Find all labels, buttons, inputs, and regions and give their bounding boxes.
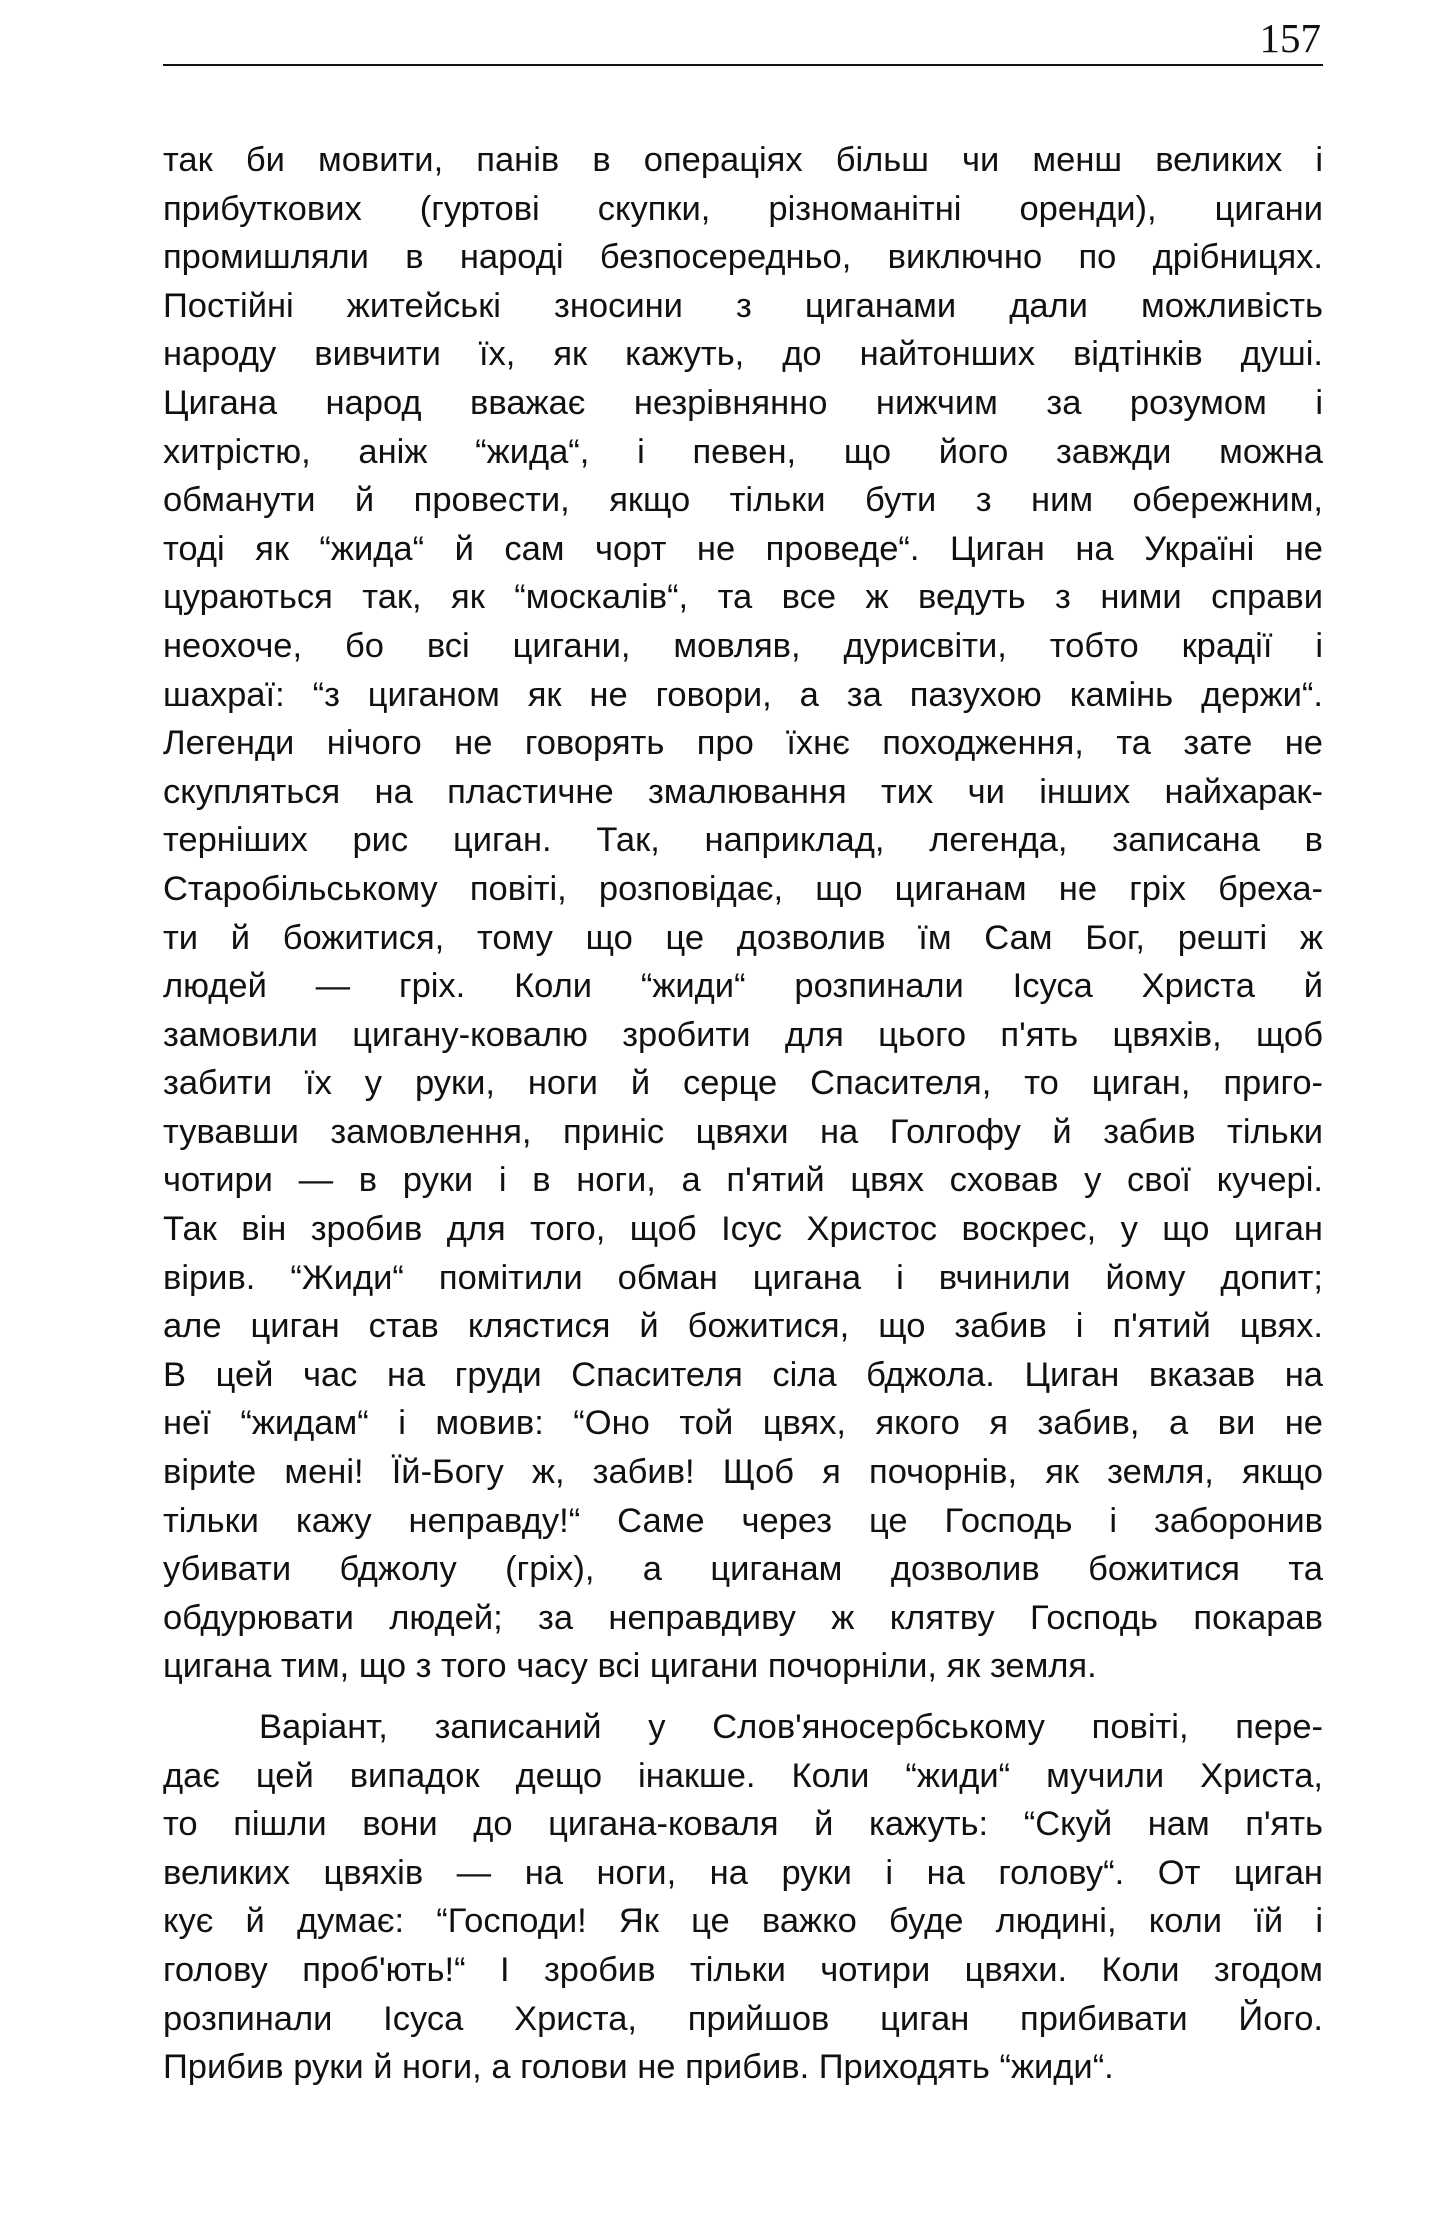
paragraph-gap: [163, 1691, 1323, 1703]
text-line: вірив. “Жиди“ помітили обман цигана і вчинили йому допит;: [163, 1258, 1323, 1297]
text-line: обманути й провести, якщо тільки бути з ним обережним,: [163, 481, 1323, 520]
text-line: народу вивчити їх, як кажуть, до найтонших відтінків душі.: [163, 335, 1323, 374]
text-line: тоді як “жида“ й сам чорт не проведе“. Циган на Україні не: [163, 529, 1323, 568]
text-line: цигана тим, що з того часу всі цигани почорніли, як земля.: [163, 1647, 1097, 1686]
text-line: то пішли вони до цигана-коваля й кажуть: “Скуй нам п'ять: [163, 1805, 1323, 1844]
text-line: дає цей випадок дещо інакше. Коли “жиди“ мучили Христа,: [163, 1756, 1323, 1795]
text-line: Старобільському повіті, розповідає, що циганам не гріх бреха-: [163, 869, 1323, 908]
text-line: великих цвяхів — на ноги, на руки і на голову“. От циган: [163, 1853, 1323, 1892]
text-line: людей — гріх. Коли “жиди“ розпинали Ісуса Христа й: [163, 967, 1323, 1006]
text-line: віриte мені! Їй-Богу ж, забив! Щоб я почорнів, як земля, якщо: [163, 1453, 1323, 1492]
text-line: голову проб'ють!“ І зробив тільки чотири цвяхи. Коли згодом: [163, 1950, 1323, 1989]
text-line: забити їх у руки, ноги й серце Спасителя, то циган, приго-: [163, 1064, 1323, 1103]
text-line: обдурювати людей; за неправдиву ж клятву Господь покарав: [163, 1598, 1323, 1637]
text-line: тувавши замовлення, приніс цвяхи на Голгофу й забив тільки: [163, 1112, 1323, 1151]
text-line: прибуткових (гуртові скупки, різноманітні оренди), цигани: [163, 189, 1323, 228]
paragraph: [163, 136, 1323, 1691]
text-block: [163, 136, 1323, 2092]
header-rule: [163, 64, 1323, 66]
text-line: чотири — в руки і в ноги, а п'ятий цвях сховав у свої кучері.: [163, 1161, 1323, 1200]
text-line: Цигана народ вважає незрівнянно нижчим за розумом і: [163, 383, 1323, 422]
text-line: замовили цигану-ковалю зробити для цього п'ять цвяхів, щоб: [163, 1015, 1323, 1054]
text-line: В цей час на груди Спасителя сіла бджола. Циган вказав на: [163, 1355, 1323, 1394]
text-line: розпинали Ісуса Христа, прийшов циган прибивати Його.: [163, 1999, 1323, 2038]
text-line: терніших рис циган. Так, наприклад, легенда, записана в: [163, 821, 1323, 860]
text-line: убивати бджолу (гріх), а циганам дозволив божитися та: [163, 1550, 1323, 1589]
text-line: Легенди нічого не говорять про їхнє походження, та зате не: [163, 724, 1323, 763]
text-line: промишляли в народі безпосередньо, виключно по дрібницях.: [163, 238, 1323, 277]
text-line: Постійні житейські зносини з циганами дали можливість: [163, 286, 1323, 325]
text-line: скупляться на пластичне змалювання тих чи інших найхарак-: [163, 772, 1323, 811]
text-line: неї “жидам“ і мовив: “Оно той цвях, якого я забив, а ви не: [163, 1404, 1323, 1443]
text-line: неохоче, бо всі цигани, мовляв, дурисвіти, тобто крадії і: [163, 626, 1323, 665]
text-line: ти й божитися, тому що це дозволив їм Сам Бог, решті ж: [163, 918, 1323, 957]
text-line: шахраї: “з циганом як не говори, а за пазухою камінь держи“.: [163, 675, 1323, 714]
text-line: тільки кажу неправду!“ Саме через це Господь і заборонив: [163, 1501, 1323, 1540]
paragraph: [163, 1691, 1323, 2092]
text-line: цураються так, як “москалів“, та все ж ведуть з ними справи: [163, 578, 1323, 617]
text-line: так би мовити, панів в операціях більш чи менш великих і: [163, 141, 1323, 179]
text-line: хитрістю, аніж “жида“, і певен, що його завжди можна: [163, 432, 1323, 471]
text-line: Так він зробив для того, щоб Ісус Христос воскрес, у що циган: [163, 1210, 1323, 1249]
text-line: Прибив руки й ноги, а голови не прибив. Приходять “жиди“.: [163, 2048, 1114, 2087]
text-line: але циган став клястися й божитися, що забив і п'ятий цвях.: [163, 1307, 1323, 1346]
page-number: 157: [1259, 15, 1321, 61]
text-line: Варіант, записаний у Слов'яносербському повіті, пере-: [259, 1708, 1323, 1746]
text-line: кує й думає: “Господи! Як це важко буде людині, коли їй і: [163, 1902, 1323, 1941]
